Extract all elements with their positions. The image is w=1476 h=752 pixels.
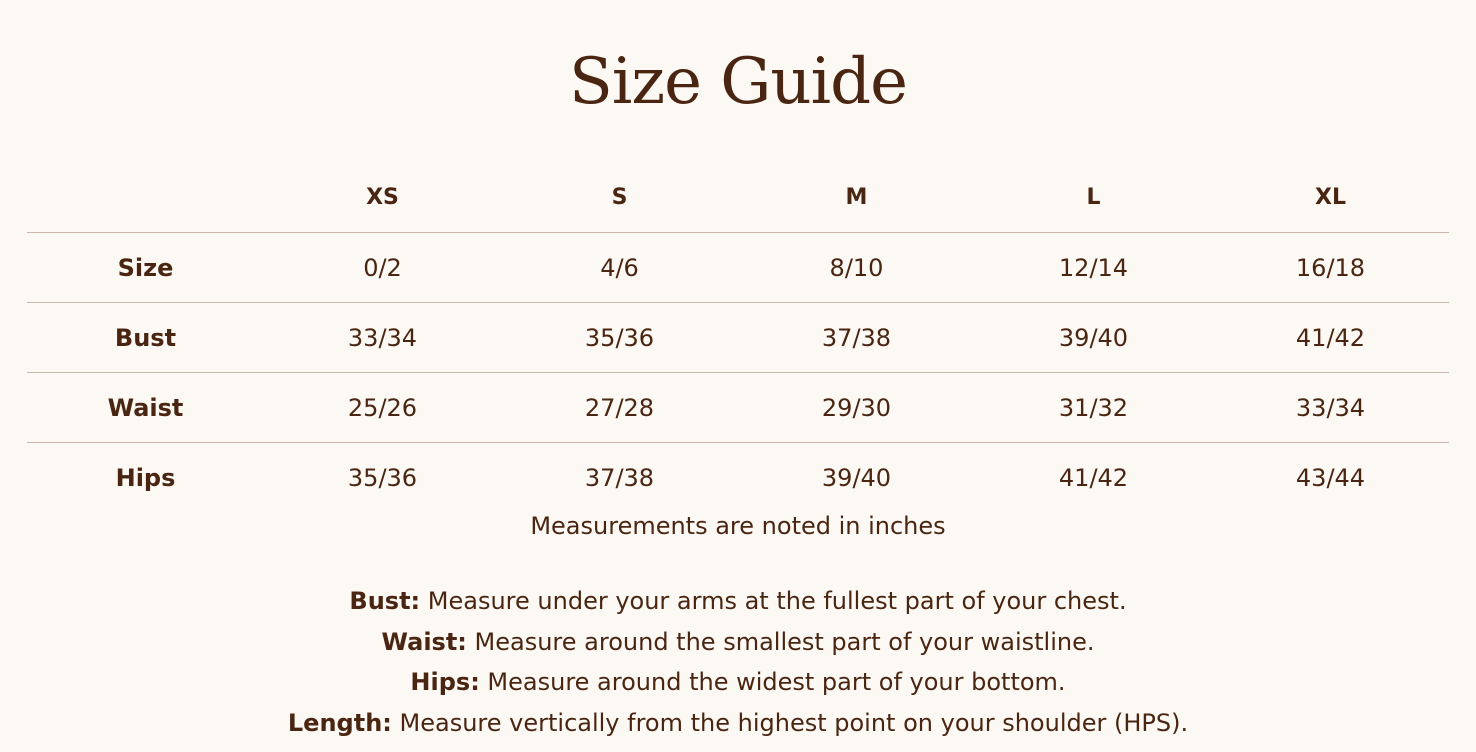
definition-length [0, 703, 1476, 744]
table-cell: 29/30 [821, 393, 892, 422]
definition-term: Hips: [410, 668, 480, 696]
definition-text: Measure vertically from the highest point on your shoulder (HPS). [391, 708, 1189, 737]
table-cell: 4/6 [600, 253, 639, 282]
table-cell: 39/40 [1058, 323, 1129, 352]
row-label: Waist [107, 393, 184, 422]
measurement-definitions [0, 581, 1476, 743]
table-cell: 35/36 [584, 323, 655, 352]
page-title: Size Guide [569, 45, 907, 119]
table-row-hips [27, 442, 1449, 512]
table-cell: 0/2 [363, 253, 402, 282]
row-label: Bust [114, 323, 177, 352]
definition-text: Measure around the smallest part of your waistline. [466, 627, 1095, 656]
size-table [27, 162, 1449, 512]
table-row-size [27, 232, 1449, 302]
table-cell: 8/10 [829, 253, 884, 282]
header-cell-xs: XS [366, 184, 399, 210]
definition-waist [0, 622, 1476, 663]
table-cell: 33/34 [1295, 393, 1366, 422]
row-label: Hips [115, 463, 176, 492]
table-cell: 25/26 [347, 393, 418, 422]
header-cell-s: S [611, 184, 628, 210]
table-cell: 27/28 [584, 393, 655, 422]
definition-term: Bust: [349, 587, 421, 615]
header-cell-xl: XL [1315, 184, 1346, 210]
row-label: Size [117, 253, 174, 282]
table-cell: 16/18 [1295, 253, 1366, 282]
definition-term: Length: [287, 708, 392, 737]
table-row-bust [27, 302, 1449, 372]
table-cell: 31/32 [1058, 393, 1129, 422]
definition-term: Waist: [381, 627, 467, 656]
table-row-waist [27, 372, 1449, 442]
table-cell: 35/36 [347, 463, 418, 492]
definition-text: Measure around the widest part of your bottom. [479, 668, 1066, 696]
table-cell: 41/42 [1295, 323, 1366, 352]
definition-bust [0, 581, 1476, 622]
table-cell: 37/38 [584, 463, 655, 492]
definition-hips [0, 662, 1476, 703]
table-cell: 33/34 [347, 323, 418, 352]
table-header-row [27, 162, 1449, 232]
header-cell-l: L [1086, 184, 1101, 210]
measurement-note: Measurements are noted in inches [530, 512, 946, 540]
table-cell: 39/40 [821, 463, 892, 492]
table-cell: 12/14 [1058, 253, 1129, 282]
header-cell-m: M [845, 184, 868, 210]
table-cell: 43/44 [1295, 463, 1366, 492]
definition-text: Measure under your arms at the fullest part of your chest. [420, 587, 1127, 615]
table-cell: 37/38 [821, 323, 892, 352]
table-cell: 41/42 [1058, 463, 1129, 492]
